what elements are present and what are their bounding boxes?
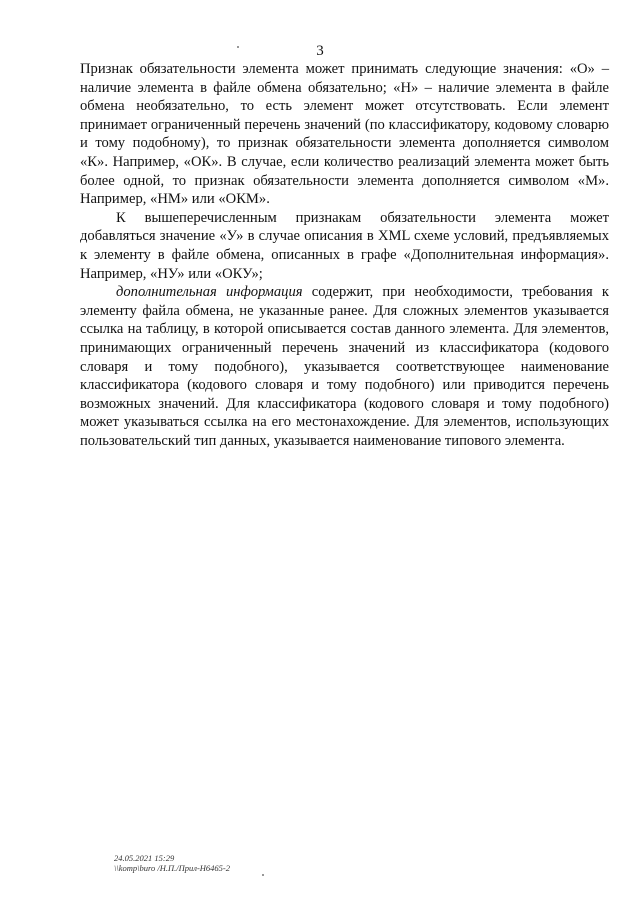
footer-timestamp: 24.05.2021 15:29 <box>114 853 175 863</box>
paragraph-additional-info <box>80 283 609 450</box>
additional-info-term: дополнительная информация <box>116 284 303 301</box>
scan-speck <box>262 874 264 876</box>
footer-file-path: \\komp\buro /Н.П./Прил-Н6465-2 <box>114 863 231 873</box>
page-number: 3 <box>316 43 324 59</box>
body-text <box>80 60 609 450</box>
paragraph-xml-condition: К вышеперечисленным признакам обязательности элемента может добавляться значение «У» в случае описания в XML схеме условий, предъявляемых к элементу в файле обмена, описанных в графе «Дополнительная информация». Например, «НУ» или «ОКУ»; <box>80 209 609 282</box>
paragraph-obligation-values: Признак обязательности элемента может принимать следующие значения: «О» – наличие элемента в файле обмена обязательно; «Н» – наличие элемента в файле обмена необязательно, то есть элемент может отсутствовать. Если элемент принимает ограниченный перечень значений (по классификатору, кодовому словарю и тому подобному), то признак обязательности элемента дополняется символом «К». Например, «ОК». В случае, если количество реализаций элемента может быть более одной, то признак обязательности элемента дополняется символом «М». Например, «НМ» или «ОКМ». <box>80 61 609 208</box>
footer-stamp <box>114 853 230 873</box>
additional-info-description: содержит, при необходимости, требования к элементу файла обмена, не указанные ранее. Для сложных элементов указывается ссылка на таблицу, в которой описывается состав данного элемента. Для элементов, принимающих ограниченный перечень значений из классификатора (кодового словаря и тому подобного), указывается соответствующее наименование классификатора (кодового словаря и тому подобного) или приводится перечень возможных значений. Для классификатора (кодового словаря и тому подобного) может указываться ссылка на его местонахождение. Для элементов, использующих пользовательский тип данных, указывается наименование типового элемента. <box>80 284 609 449</box>
